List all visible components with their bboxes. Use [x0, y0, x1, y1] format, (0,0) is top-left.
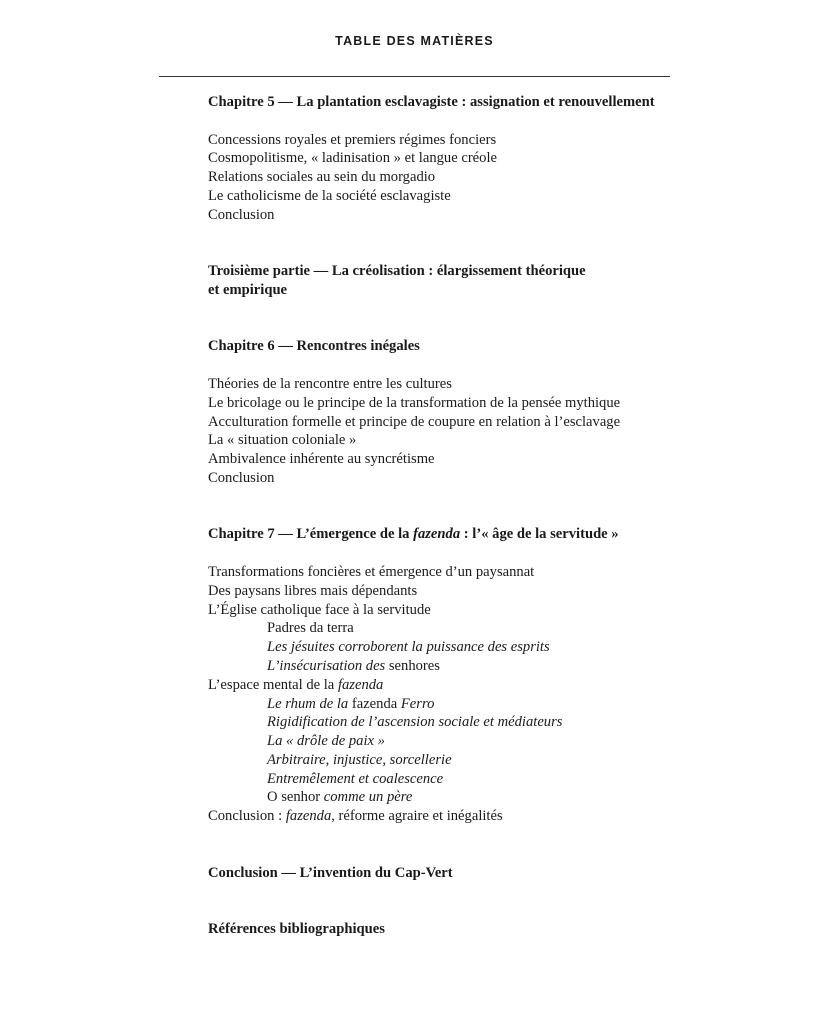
chapter-6-title: Chapitre 6 — Rencontres inégales	[208, 338, 420, 355]
toc-item: Le bricolage ou le principe de la transformation de la pensée mythique	[208, 394, 621, 411]
toc-item: Conclusion	[208, 206, 275, 223]
toc-subitem-em: Arbitraire, injustice, sorcellerie	[267, 751, 452, 768]
chapter-7-title-suffix: : l’« âge de la servitude »	[460, 526, 619, 543]
references-title: Références bibliographiques	[208, 921, 385, 938]
toc-subitem	[208, 657, 728, 676]
toc-item	[208, 807, 728, 826]
toc-item: Ambivalence inhérente au syncrétisme	[208, 451, 435, 468]
toc-subitem-text: O senhor	[267, 789, 324, 806]
toc-subitem-em: L’insécurisation des	[267, 657, 386, 674]
toc-subitem-em: comme un père	[323, 789, 413, 806]
toc-subitem	[208, 788, 728, 807]
part-3-title-line-1: Troisième partie — La créolisation : élargissement théorique	[208, 263, 586, 280]
toc-subitem-em: Le rhum de la	[267, 695, 349, 712]
table-of-contents	[208, 93, 728, 939]
toc-item: Concessions royales et premiers régimes fonciers	[208, 131, 497, 148]
chapter-7-title	[208, 525, 728, 544]
toc-subitem: Padres da terra	[267, 620, 354, 637]
toc-subitem-text: fazenda	[348, 695, 401, 712]
toc-subitem-em: Les jésuites corroborent la puissance des esprits	[267, 639, 550, 656]
toc-item: Cosmopolitisme, « ladinisation » et langue créole	[208, 150, 497, 167]
toc-subitem-em: Entremêlement et coalescence	[267, 770, 444, 787]
toc-item-text: Conclusion :	[208, 808, 286, 825]
chapter-7-title-prefix: Chapitre 7 — L’émergence de la	[208, 526, 414, 543]
toc-subitem-text: senhores	[385, 657, 440, 674]
toc-subitem	[208, 638, 728, 657]
toc-item: Des paysans libres mais dépendants	[208, 582, 418, 599]
toc-item: Acculturation formelle et principe de coupure en relation à l’esclavage	[208, 413, 621, 430]
toc-item: Théories de la rencontre entre les cultures	[208, 375, 452, 392]
toc-subitem	[208, 751, 728, 770]
toc-subitem-em: Rigidification de l’ascension sociale et médiateurs	[267, 714, 563, 731]
chapter-5-title: Chapitre 5 — La plantation esclavagiste : assignation et renouvellement	[208, 94, 655, 110]
conclusion-title: Conclusion — L’invention du Cap-Vert	[208, 864, 453, 881]
toc-item-em: fazenda	[337, 676, 384, 693]
running-head: TABLE DES MATIÈRES	[335, 34, 494, 48]
toc-item: La « situation coloniale »	[208, 432, 357, 449]
toc-item: Le catholicisme de la société esclavagiste	[208, 187, 451, 204]
header-rule	[159, 76, 670, 77]
toc-item: Relations sociales au sein du morgadio	[208, 169, 436, 186]
toc-item: Transformations foncières et émergence d’un paysannat	[208, 563, 535, 580]
toc-item-em: fazenda	[285, 808, 332, 825]
toc-subitem	[208, 713, 728, 732]
toc-subitem	[208, 770, 728, 789]
part-3-title-line-2: et empirique	[208, 281, 288, 298]
toc-subitem	[208, 732, 728, 751]
toc-item	[208, 676, 728, 695]
toc-item: L’Église catholique face à la servitude	[208, 601, 431, 618]
toc-item-text: L’espace mental de la	[208, 676, 338, 693]
toc-item-text: , réforme agraire et inégalités	[331, 808, 503, 825]
toc-item: Conclusion	[208, 469, 275, 486]
toc-subitem-em: Ferro	[400, 695, 435, 712]
chapter-7-title-em: fazenda	[413, 526, 461, 543]
toc-subitem	[208, 695, 728, 714]
toc-subitem-em: La « drôle de paix »	[267, 733, 385, 750]
